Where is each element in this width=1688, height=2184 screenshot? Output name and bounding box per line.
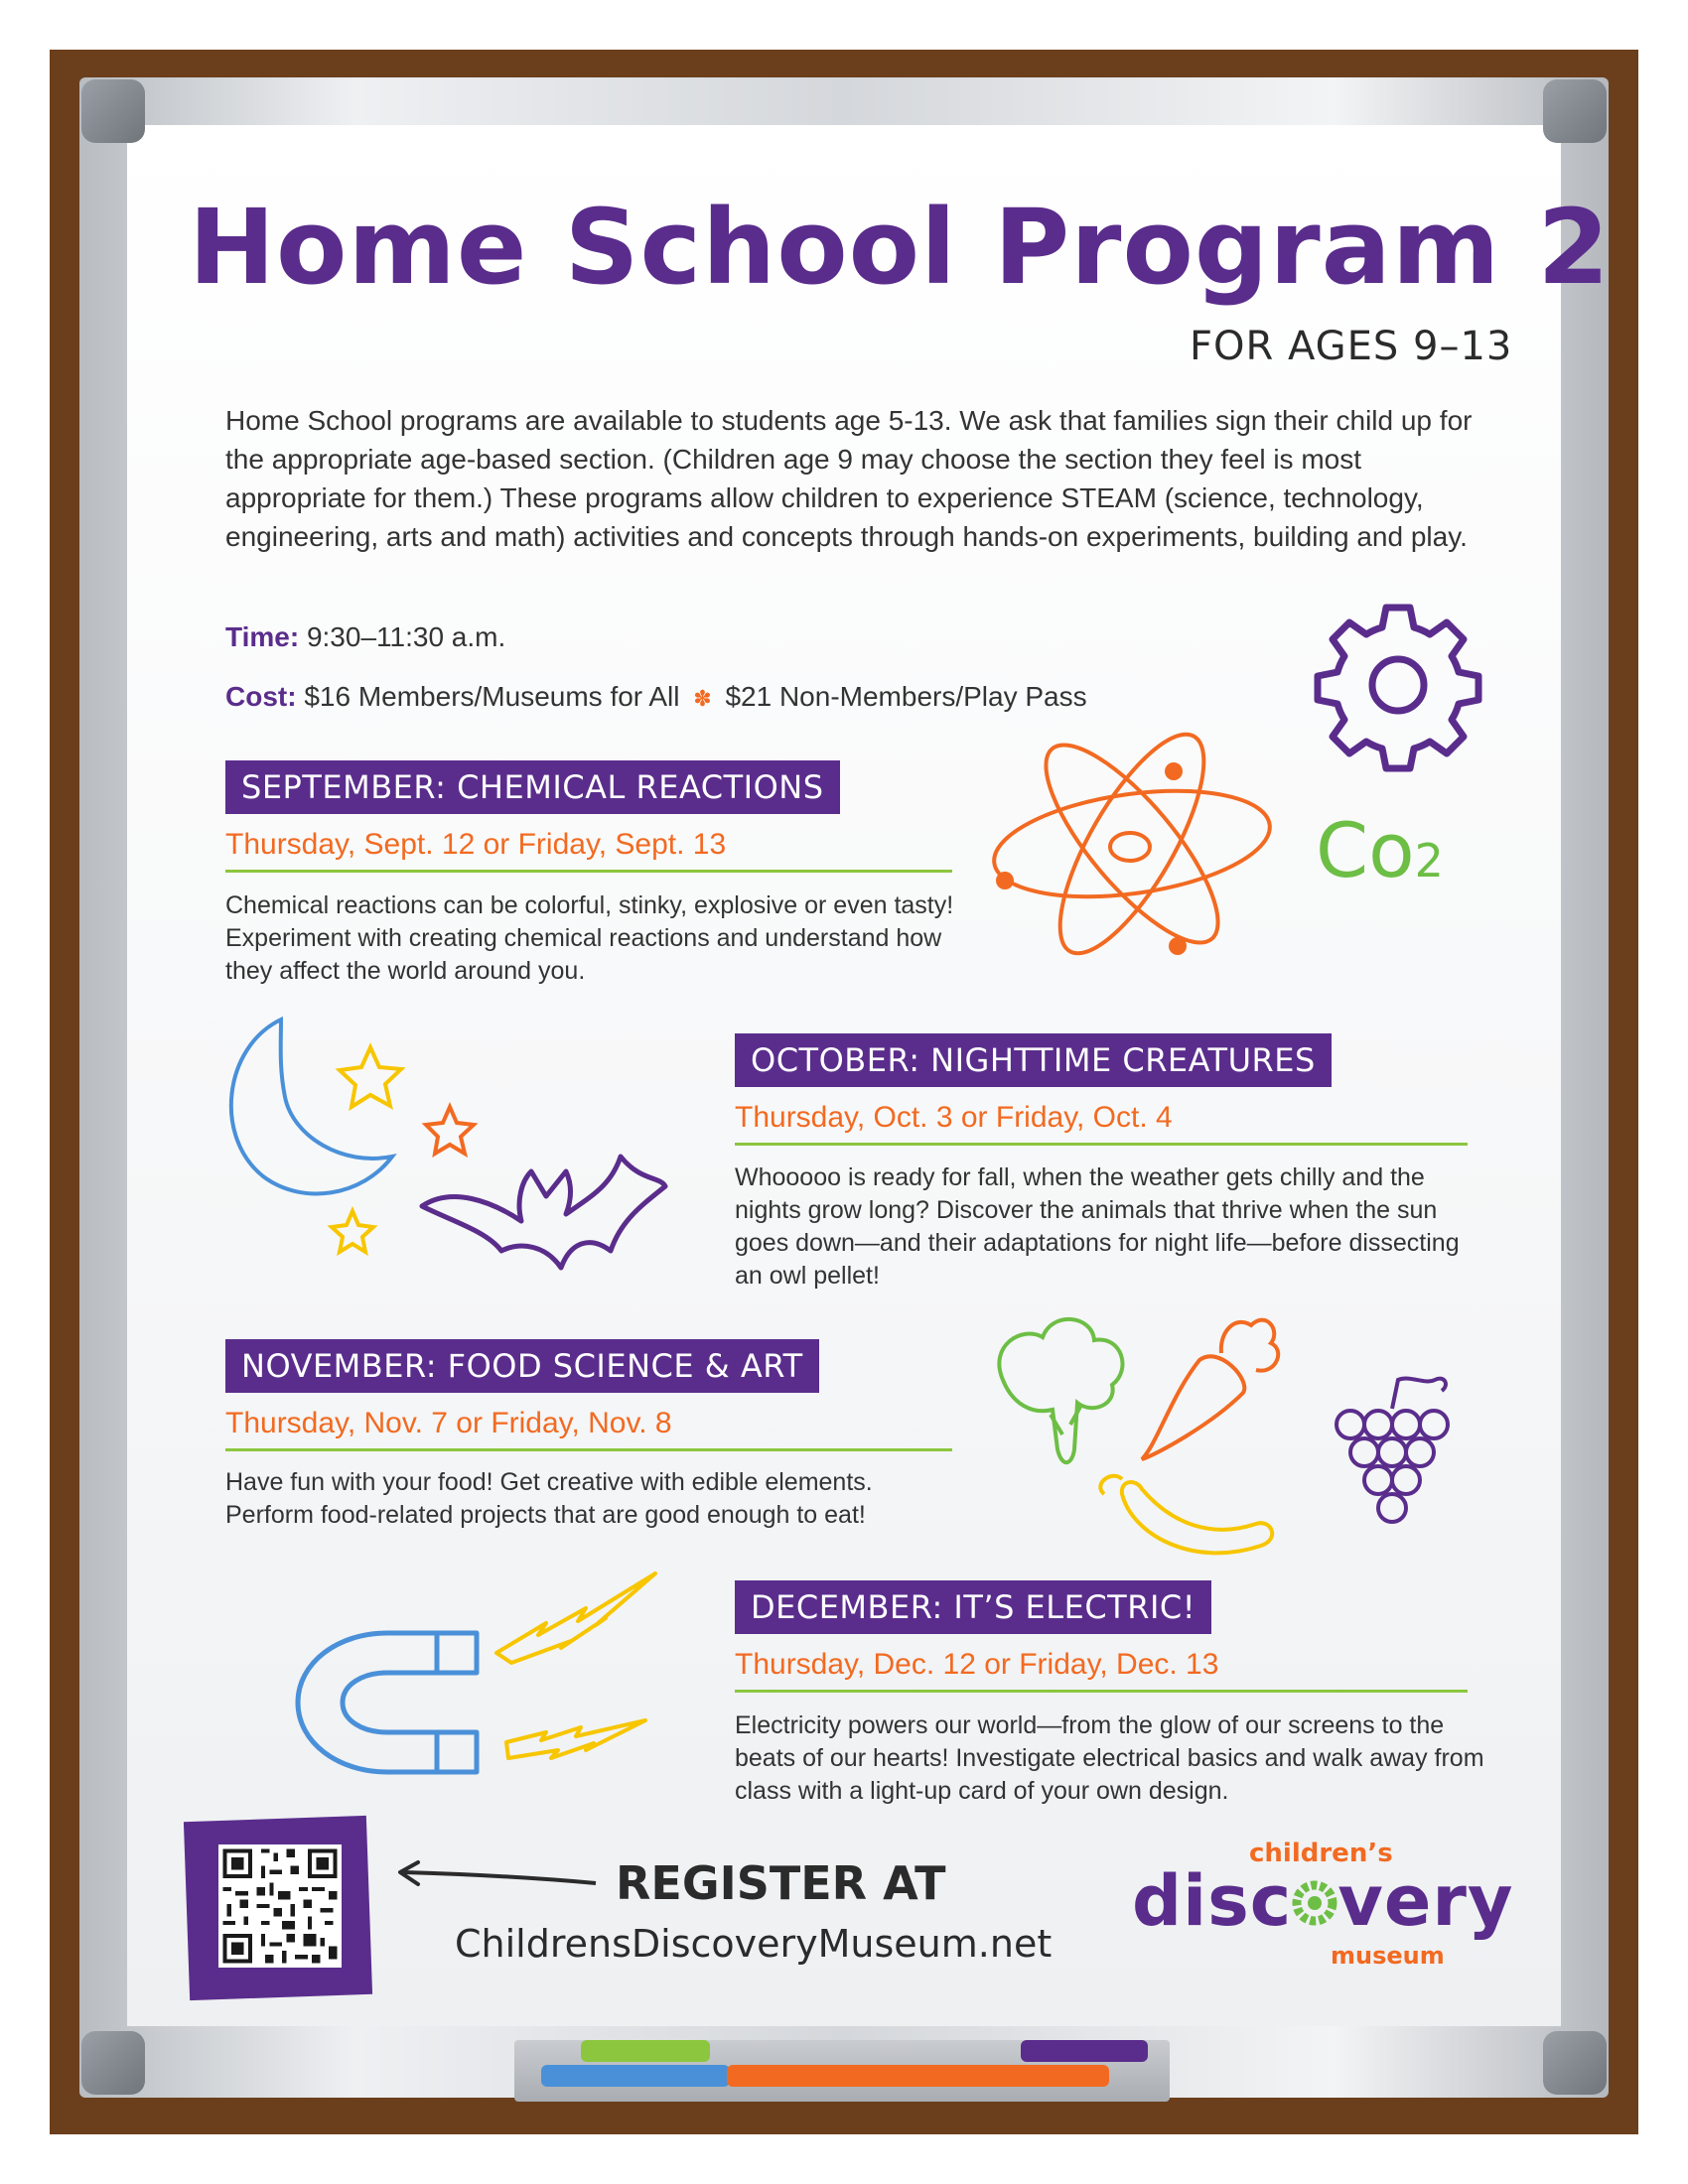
november-divider — [225, 1448, 952, 1451]
logo-childrens-text: children’s — [1249, 1839, 1393, 1868]
logo-gear-icon — [1292, 1869, 1337, 1927]
star-icon — [332, 1211, 373, 1252]
logo-word-part: disc — [1132, 1860, 1293, 1942]
september-divider — [225, 870, 952, 873]
cost-row — [225, 681, 1087, 713]
september-date: Thursday, Sept. 12 or Friday, Sept. 13 — [225, 828, 727, 861]
page-title: Home School Program 2 — [189, 187, 1611, 308]
october-banner: OCTOBER: NIGHTTIME CREATURES — [735, 1033, 1332, 1087]
star-icon — [426, 1107, 474, 1154]
magnet-icon — [298, 1633, 477, 1772]
co2-subscript: 2 — [1414, 834, 1444, 887]
food-icons — [983, 1286, 1479, 1573]
cost-label: Cost: — [225, 681, 297, 712]
november-description: Have fun with your food! Get creative with edible elements. Perform food-related projects that are good enough to eat! — [225, 1468, 873, 1529]
register-heading: REGISTER AT — [616, 1856, 946, 1910]
intro-paragraph: Home School programs are available to students age 5-13. We ask that families sign their child up for the appropriate age-based section. (Children age 9 may choose the section they feel is most appropriate for them.) These programs allow children to experience STEAM (science, technology, engineering, arts and math) activities and concepts through hands-on experiments, building and play. — [225, 405, 1473, 552]
qr-code[interactable] — [218, 1844, 342, 1968]
logo-word-part: very — [1337, 1860, 1514, 1942]
atom-icon — [983, 720, 1291, 968]
co2-label: Co — [1316, 806, 1415, 894]
gear-icon — [1309, 596, 1487, 774]
november-date: Thursday, Nov. 7 or Friday, Nov. 8 — [225, 1407, 672, 1439]
cost-nonmember: $21 Non-Members/Play Pass — [725, 681, 1087, 712]
time-row — [225, 621, 505, 653]
october-divider — [735, 1143, 1468, 1146]
lightning-icon — [496, 1573, 655, 1663]
grapes-icon — [1336, 1379, 1448, 1522]
night-sky-icon — [204, 1008, 670, 1305]
moon-icon — [231, 1020, 392, 1193]
orange-marker — [727, 2065, 1109, 2087]
time-value: 9:30–11:30 a.m. — [306, 621, 506, 652]
frame-corner — [81, 79, 145, 143]
logo-discovery-text — [1132, 1860, 1514, 1942]
cost-separator-icon: ✽ — [693, 686, 712, 711]
blue-marker — [541, 2065, 730, 2087]
museum-logo — [1132, 1839, 1514, 1978]
cost-member: $16 Members/Museums for All — [304, 681, 680, 712]
register-link[interactable]: ChildrensDiscoveryMuseum.net — [455, 1922, 1053, 1966]
co2-icon — [1316, 806, 1444, 894]
october-date: Thursday, Oct. 3 or Friday, Oct. 4 — [735, 1101, 1173, 1134]
bat-icon — [422, 1157, 665, 1268]
time-label: Time: — [225, 621, 300, 652]
november-banner: NOVEMBER: FOOD SCIENCE & ART — [225, 1339, 819, 1393]
green-marker — [581, 2040, 710, 2062]
arrow-left-icon — [392, 1858, 601, 1898]
december-banner: DECEMBER: IT’S ELECTRIC! — [735, 1580, 1211, 1634]
broccoli-icon — [999, 1319, 1122, 1462]
frame-corner — [1543, 2031, 1607, 2095]
banana-icon — [1100, 1476, 1272, 1554]
star-icon — [340, 1047, 401, 1107]
december-description: Electricity powers our world—from the glow of our screens to the beats of our hearts! Investigate electrical basics and walk away from class with a light-up card of your own design. — [735, 1711, 1484, 1805]
september-banner: SEPTEMBER: CHEMICAL REACTIONS — [225, 760, 840, 814]
age-range: FOR AGES 9–13 — [1190, 324, 1513, 369]
october-description: Whooooo is ready for fall, when the weather gets chilly and the nights grow long? Discover the animals that thrive when the sun goes down—and their adaptations for night life—before dissecting an owl pellet! — [735, 1163, 1460, 1290]
december-date: Thursday, Dec. 12 or Friday, Dec. 13 — [735, 1648, 1219, 1681]
lightning-icon — [506, 1720, 645, 1758]
september-description: Chemical reactions can be colorful, stinky, explosive or even tasty! Experiment with creating chemical reactions and understand how they affect the world around you. — [225, 891, 954, 985]
purple-marker — [1021, 2040, 1148, 2062]
carrot-icon — [1142, 1320, 1278, 1459]
december-divider — [735, 1690, 1468, 1693]
frame-corner — [1543, 79, 1607, 143]
magnet-icons — [278, 1564, 675, 1802]
frame-corner — [81, 2031, 145, 2095]
logo-museum-text: museum — [1331, 1942, 1445, 1970]
